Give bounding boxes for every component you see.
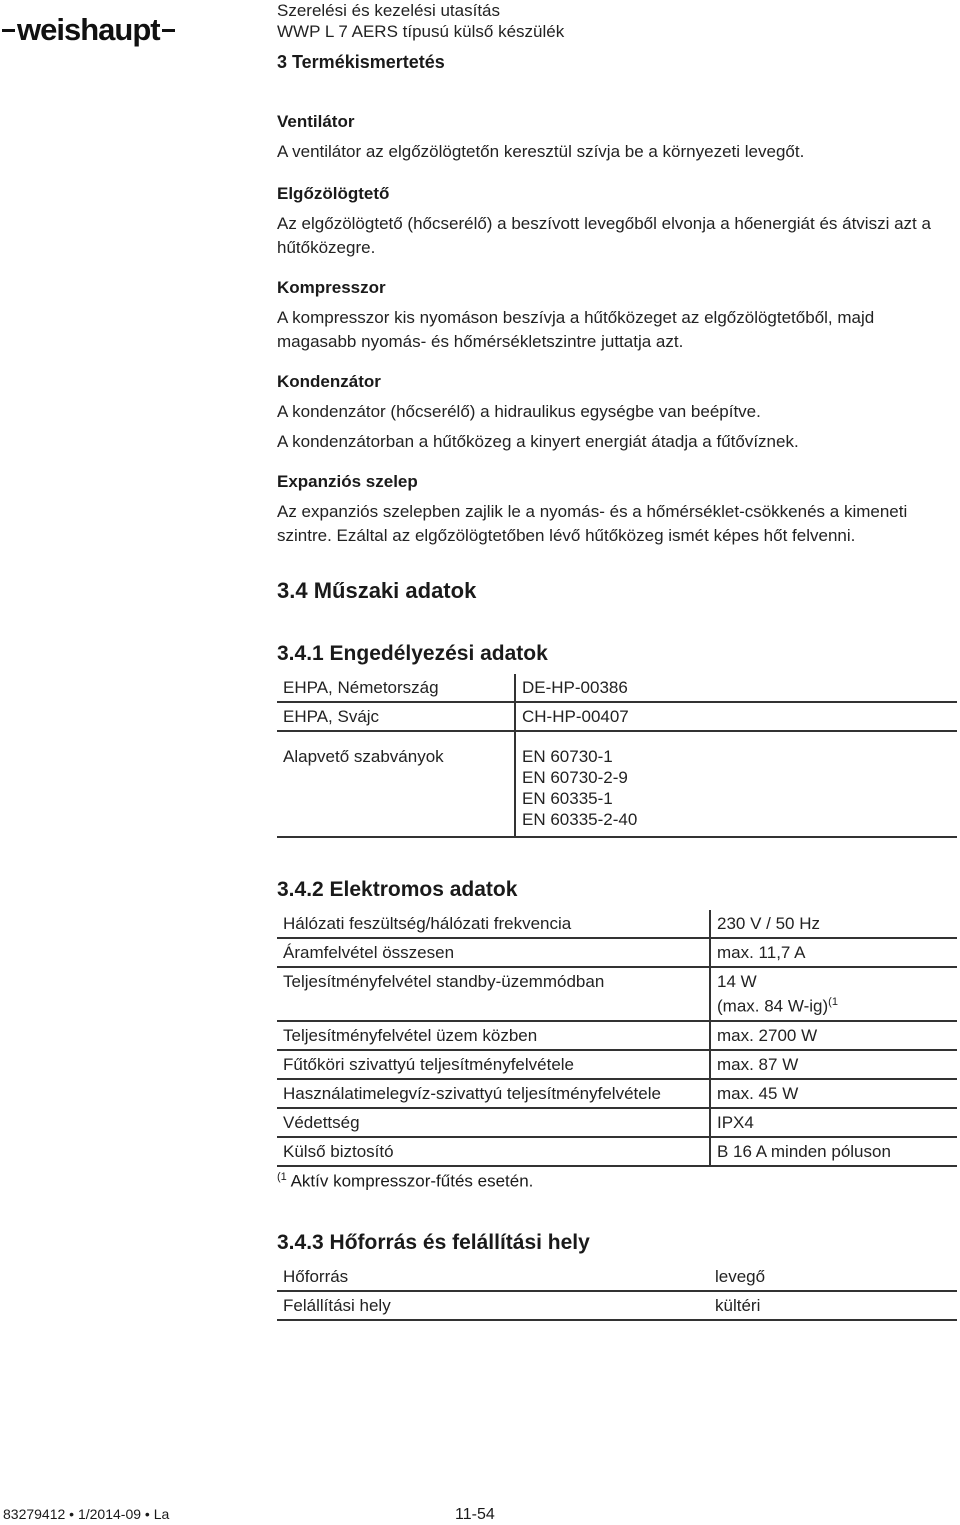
row-label: Teljesítményfelvétel standby-üzemmódban [277, 967, 710, 1021]
section-text: A kondenzátor (hőcserélő) a hidraulikus egységbe van beépítve. [277, 402, 761, 421]
table-row [277, 1108, 957, 1137]
row-label: Felállítási hely [277, 1291, 709, 1320]
main-content [277, 112, 957, 1321]
value-line: 14 W [717, 972, 757, 991]
heat-source-title: 3.4.3 Hőforrás és felállítási hely [277, 1231, 590, 1255]
table-row [277, 1291, 957, 1320]
row-label: Hálózati feszültség/hálózati frekvencia [277, 910, 710, 938]
doc-title-line2: WWP L 7 AERS típusú külső készülék [277, 22, 565, 41]
row-label: Külső biztosító [277, 1137, 710, 1166]
section-title: Kompresszor [277, 278, 386, 297]
section-text: Az expanziós szelepben zajlik le a nyomás- és a hőmérséklet-csökkenés a kimeneti szintre. Ezáltal az elgőzölögtetőben lévő hűtőközeg ismét képes hőt felvenni. [277, 502, 908, 545]
standard-item: EN 60730-1 [522, 747, 613, 766]
section-condenser [277, 372, 957, 454]
section-compressor [277, 278, 957, 354]
weishaupt-logo [0, 10, 177, 50]
row-value: max. 45 W [710, 1079, 957, 1108]
row-label: EHPA, Németország [277, 674, 515, 702]
row-label: Áramfelvétel összesen [277, 938, 710, 967]
section-evaporator [277, 184, 957, 260]
footnote-text: Aktív kompresszor-fűtés esetén. [290, 1171, 534, 1191]
row-value: kültéri [709, 1291, 957, 1320]
approval-table [277, 674, 957, 838]
page-number: 11-54 [455, 1506, 495, 1523]
value-text: (max. 84 W-ig) [717, 996, 829, 1016]
section-text: A kompresszor kis nyomáson beszívja a hűtőközeget az elgőzölögtetőből, majd magasabb nyomás- és hőmérsékletszintre juttatja azt. [277, 308, 875, 351]
section-text-2: A kondenzátorban a hűtőközeg a kinyert energiát átadja a fűtővíznek. [277, 432, 799, 451]
row-value: max. 87 W [710, 1050, 957, 1079]
section-title: Elgőzölögtető [277, 184, 390, 203]
tech-data-title: 3.4 Műszaki adatok [277, 578, 477, 603]
row-label: Alapvető szabványok [277, 731, 515, 837]
section-text: Az elgőzölögtető (hőcserélő) a beszívott levegőből elvonja a hőenergiát és átviszi azt a hűtőközegre. [277, 214, 931, 257]
section-ventilator [277, 112, 957, 164]
row-value: max. 11,7 A [710, 938, 957, 967]
electrical-table [277, 910, 957, 1167]
table-row [277, 910, 957, 938]
electrical-title: 3.4.2 Elektromos adatok [277, 878, 518, 901]
row-value: levegő [709, 1263, 957, 1291]
standard-item: EN 60335-1 [522, 789, 613, 808]
table-row [277, 1050, 957, 1079]
standard-item: EN 60730-2-9 [522, 768, 628, 787]
row-label: EHPA, Svájc [277, 702, 515, 731]
logo-text: weishaupt [17, 12, 160, 47]
value-line-2 [717, 992, 951, 1017]
row-value: IPX4 [710, 1108, 957, 1137]
row-label: Védettség [277, 1108, 710, 1137]
row-value: DE-HP-00386 [515, 674, 957, 702]
approval-title: 3.4.1 Engedélyezési adatok [277, 642, 548, 665]
row-value: B 16 A minden póluson [710, 1137, 957, 1166]
table-row [277, 1263, 957, 1291]
section-title: Ventilátor [277, 112, 355, 131]
table-row [277, 967, 957, 1021]
table-row [277, 1079, 957, 1108]
row-value: CH-HP-00407 [515, 702, 957, 731]
table-row [277, 731, 957, 837]
row-value [710, 967, 957, 1021]
footnote [277, 1171, 957, 1192]
doc-title-line1: Szerelési és kezelési utasítás [277, 1, 500, 20]
row-label: Teljesítményfelvétel üzem közben [277, 1021, 710, 1050]
row-value-list [515, 731, 957, 837]
footnote-mark: (1 [277, 1170, 287, 1183]
row-label: Hőforrás [277, 1263, 709, 1291]
table-row [277, 1137, 957, 1166]
section-text: A ventilátor az elgőzölögtetőn keresztül szívja be a környezeti levegőt. [277, 142, 805, 161]
footer-doc-id: 83279412 • 1/2014-09 • La [3, 1506, 170, 1522]
section-title: Kondenzátor [277, 372, 381, 391]
table-row [277, 702, 957, 731]
table-row [277, 1021, 957, 1050]
table-row [277, 938, 957, 967]
row-label: Használatimelegvíz-szivattyú teljesítményfelvétele [277, 1079, 710, 1108]
section-title: Expanziós szelep [277, 472, 418, 491]
section-expansion-valve [277, 472, 957, 548]
row-label: Fűtőköri szivattyú teljesítményfelvétele [277, 1050, 710, 1079]
row-value: 230 V / 50 Hz [710, 910, 957, 938]
footnote-ref: (1 [828, 996, 838, 1008]
standard-item: EN 60335-2-40 [522, 810, 638, 829]
heat-source-table [277, 1263, 957, 1321]
row-value: max. 2700 W [710, 1021, 957, 1050]
table-row [277, 674, 957, 702]
chapter-title: 3 Termékismertetés [277, 52, 445, 72]
